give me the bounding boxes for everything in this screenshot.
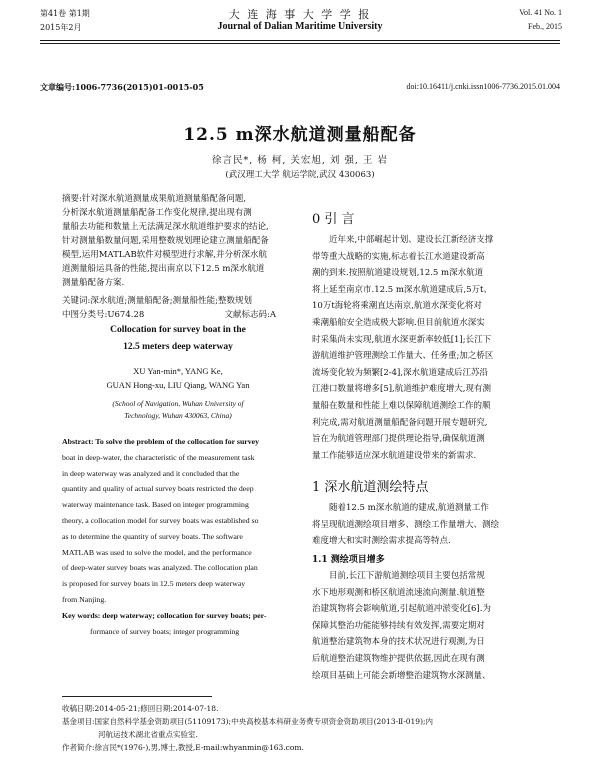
- publication-date-cn: 2015年2月: [40, 23, 82, 32]
- section-0-body: 近年来,中部崛起计划、建设长江新经济支撑 带等重大战略的实施,标志着长江水道建设新高 潮的到来.按照航道建设规划,12.5 m深水航道 将上延至南京市.12.5 m深水航道建成后,5万t、 10万t海轮将乘潮直达南京,航道水深变化将对 乘潮船舶安全造成极大影响.但目前航道水深实 时采集尚未实现,航道水深更新率较低[1];长江下 游航道维护管理测绘工作量大、任务重;加之桥区 流场变化较为频繁[2-4],深水航道建成后江苏沿 江港口数量将增多[5],航道维护难度增大,现有测 量船在数量和性能上难以保障航道测绘工作的顺 利完成,需对航道测量船配备问题开展专题研究, 旨在为航道管理部门提供理论指导,确保航道测 量工作能够适应深水航道建设带来的新需求.: [312, 235, 494, 461]
- footnote-rule: [62, 696, 212, 697]
- keywords-en: Key words: deep waterway; collocation for survey boats; per- formance of survey boats; integer programming: [62, 610, 267, 636]
- keywords-cn: 关键词:深水航道;测量船配备;测量船性能;整数规划: [62, 296, 252, 306]
- volume-issue-en: Vol. 41 No. 1: [519, 8, 562, 17]
- affiliation-en: (School of Navigation, Wuhan University of Technology, Wuhan 430063, China): [112, 399, 244, 420]
- affiliation: (武汉理工大学 航运学院,武汉 430063): [225, 170, 375, 180]
- journal-title-en: Journal of Dalian Maritime University: [217, 21, 383, 32]
- document-code: 文献标志码:A: [224, 310, 276, 320]
- section-1-heading: 1 深水航道测绘特点: [312, 480, 429, 495]
- title-en: Collocation for survey boat in the 12.5 meters deep waterway: [110, 325, 246, 352]
- header-rule: [40, 40, 560, 41]
- abstract-en: Abstract: To solve the problem of the collocation for survey boat in deep-water, the characteristic of the measurement task in deep waterway was analyzed and it concluded that the quantity and quality of actual survey boats restricted the deep waterway maintenance task. Based on integer programming theory, a collocation model for survey boats was established so as to determine the quantity of survey boats. The software MATLAB was used to solve the model, and the performance of deep-water survey boats was analyzed. The collocation plan is proposed for survey boats in 12.5 meters deep waterway from Nanjing. Key words: deep waterway; collocation for survey boats; per- formance of survey boats; integer programming: [62, 434, 294, 639]
- section-1-1-heading: 1.1 测绘项目增多: [312, 555, 385, 565]
- clc-number: 中图分类号:U674.28: [62, 310, 145, 320]
- volume-issue: 第41卷 第1期: [40, 9, 90, 18]
- publication-date-en: Feb., 2015: [528, 22, 562, 31]
- paper-title: 12.5 m深水航道测量船配备: [183, 125, 417, 145]
- article-number: 文章编号:1006-7736(2015)01-0015-05: [40, 82, 204, 92]
- section-1-1-body: 目前,长江下游航道测绘项目主要包括常规 水下地形观测和桥区航道流速流向测量.航道整 治建筑物将会影响航道,引起航道冲淤变化[6].为 保障其整治功能能够持续有效发挥,需要定期对 航道整治建筑物本身的技术状况进行观测,为日 后航道整治建筑物维护提供依据,因此在现有测 绘项目基础上可能会新增整治建筑物水深测量、: [312, 571, 491, 681]
- authors: 徐言民*, 杨 柯, 关宏旭, 刘 强, 王 岩: [212, 155, 388, 166]
- abstract-cn: 摘要:针对深水航道测量成果航道测量船配备问题, 分析深水航道测量船配备工作变化规律,提出现有测 量船去功能和数量上无法满足深水航道维护要求的结论, 针对测量船数量问题,采用整数规划理论建立测量船配备 模型,运用MATLAB软件对模型进行求解,并分析深水航 道测量船运具备的性能,提出南京以下12.5 m深水航道 测量船配备方案. 关键词:深水航道;测量船配备;测量船性能;整数规划 中图分类号:U674.28 文献标志码:A: [62, 192, 294, 322]
- section-0-heading: 0 引 言: [312, 212, 355, 227]
- authors-en: XU Yan-min*, YANG Ke, GUAN Hong-xu, LIU Qiang, WANG Yan: [106, 366, 250, 390]
- journal-title-cn: 大 连 海 事 大 学 学 报: [228, 8, 372, 21]
- doi: doi:10.16411/j.cnki.issn1006-7736.2015.01.004: [406, 82, 560, 91]
- footnotes: 收稿日期:2014-05-21;修回日期:2014-07-18. 基金项目:国家自然科学基金资助项目(51109173);中央高校基本科研业务费专项资金资助项目(2013-Ⅱ-019);内 河航运技术湖北省重点实验室. 作者简介:徐言民*(1976-),男,博士,教授,E-mail:whyanmin@163.com.: [62, 704, 434, 752]
- header-rule-thin: [40, 43, 560, 44]
- section-1-body: 随着12.5 m深水航道的建成,航道测量工作 将呈现航道测绘项目增多、测绘工作量增大、测绘 难度增大和实时测绘需求提高等特点.: [312, 503, 500, 547]
